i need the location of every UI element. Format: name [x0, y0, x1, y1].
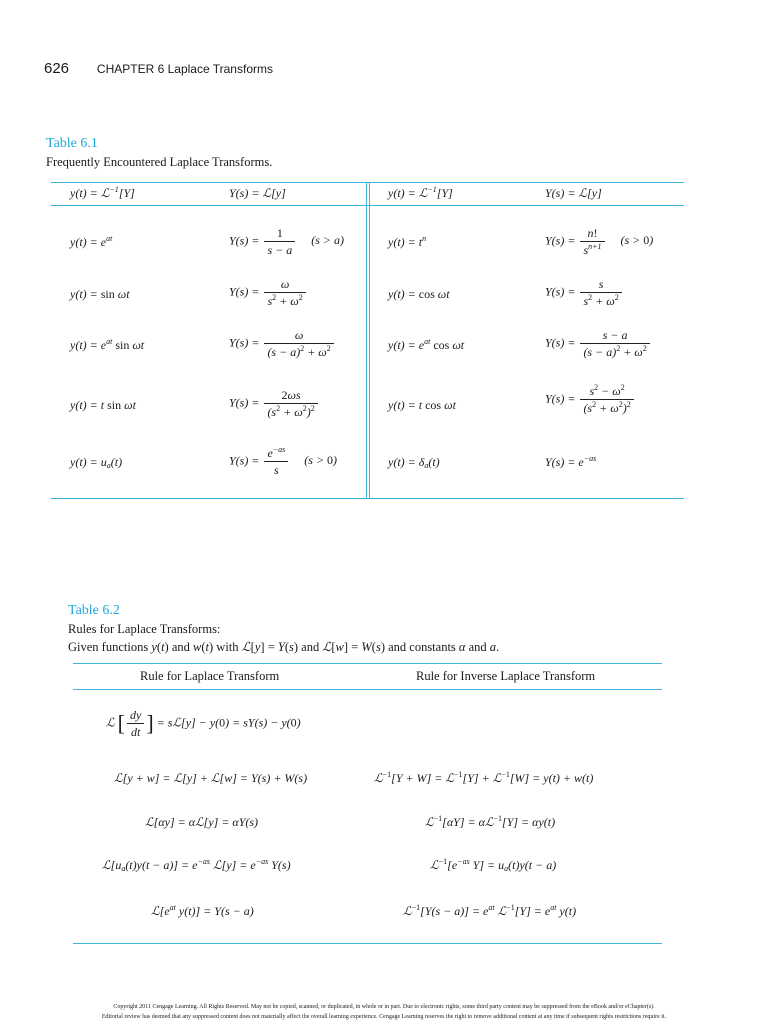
- table1-header-rule: [51, 205, 684, 206]
- t1-r3-Y-left: Y(s) = $\frac{\omega}{(s - a)^2 + \omega^2}$: [229, 328, 336, 359]
- table1-top-rule: [51, 182, 684, 183]
- table2-title: Table 6.2: [68, 603, 120, 618]
- t2-r5-right: ℒ$^{-1}$[Y(s − $a)] = e^{at}$ ℒ$^{-1}$[Y] = $e^{at}$ y(t): [403, 903, 577, 918]
- table1-header-y-left: y(t) = ℒ$^{-1}$[Y]: [70, 185, 135, 200]
- t1-r1-y-left: $y(t) = e^{at}$: [70, 234, 113, 249]
- t1-r5-y-right: $y(t) = \delta_a(t)$: [388, 455, 440, 470]
- t2-r4-left: $ℒ[u_a(t)y(t - a)] = e^{-as}$ ℒ[y] = $e^{-as}$ Y(s): [102, 857, 291, 873]
- t1-r4-Y-left: Y(s) = $\frac{2\omega s}{(s^2 + \omega^2)^2}$: [229, 388, 320, 419]
- table2-header-right: Rule for Inverse Laplace Transform: [416, 669, 596, 683]
- table1-column-divider-inner: [369, 182, 370, 498]
- t2-r2-right: ℒ$^{-1}$[Y + W] = ℒ$^{-1}$[Y] + ℒ$^{-1}$[W] = y(t) + w(t): [374, 770, 594, 785]
- table2-header-left: Rule for Laplace Transform: [140, 669, 280, 683]
- t1-r4-y-left: y(t) = t sin ωt: [70, 398, 136, 412]
- t1-r5-Y-left: Y(s) = $\frac{e^{-as}}{s}$ (s > 0): [229, 445, 338, 477]
- t1-r5-Y-right: $Y(s) = e^{-as}$: [545, 454, 597, 469]
- chapter-title: CHAPTER 6 Laplace Transforms: [96, 62, 273, 76]
- t1-r2-Y-right: Y(s) = $\frac{s}{s^2 + \omega^2}$: [545, 277, 624, 308]
- table1-title: Table 6.1: [46, 136, 98, 151]
- table1-header-Y-left: Y(s) = ℒ[y]: [229, 186, 286, 200]
- t1-r2-Y-left: Y(s) = $\frac{\omega}{s^2 + \omega^2}$: [229, 277, 308, 308]
- t1-r3-y-left: $y(t) = e^{at}$ sin ωt: [70, 337, 145, 352]
- table1-caption: Frequently Encountered Laplace Transforms.: [46, 155, 273, 169]
- t1-r3-y-right: $y(t) = e^{at}$ cos ωt: [388, 337, 465, 352]
- table1-header-y-right: y(t) = ℒ$^{-1}$[Y]: [388, 185, 453, 200]
- t1-r5-y-left: $y(t) = u_a(t)$: [70, 455, 123, 470]
- t1-r2-y-right: y(t) = cos ωt: [388, 287, 450, 301]
- t1-r1-Y-right: Y(s) = $\frac{n!}{s^{n+1}}$ (s > 0): [545, 226, 654, 257]
- page-header: [44, 60, 273, 77]
- footer-line-2: Editorial review has deemed that any suppressed content does not materially affect the overall learning experience. Cengage Learning reserves the right to remove additional content at any time if subsequent rights restrictions require it.: [101, 1014, 667, 1020]
- t1-r1-y-right: $y(t) = t^n$: [388, 234, 427, 249]
- t1-r1-Y-left: Y(s) = $\frac{1}{s - a}$ (s > a): [229, 226, 344, 257]
- t1-r4-Y-right: Y(s) = $\frac{s^2 - \omega^2}{(s^2 + \omega^2)^2}$: [545, 384, 636, 415]
- t2-r2-left: ℒ[y + w] = ℒ[y] + ℒ[w] = Y(s) + W(s): [114, 771, 308, 785]
- table2-bottom-rule: [73, 943, 662, 944]
- t2-r3-right: ℒ$^{-1}$[αY] = αℒ$^{-1}$[Y] = αy(t): [425, 814, 556, 829]
- table2-header-rule: [73, 689, 662, 690]
- t2-r3-left: ℒ[αy] = αℒ[y] = αY(s): [145, 815, 259, 829]
- page-number: 626: [44, 60, 70, 77]
- table1-bottom-rule: [51, 498, 684, 499]
- copyright-footer: [34, 1002, 734, 1022]
- table2-caption-line2: Given functions y(t) and w(t) with ℒ[y] = Y(s) and ℒ[w] = W(s) and constants α and a.: [68, 640, 500, 654]
- t2-r5-left: $ℒ[e^{at}$ y(t)] = Y(s − a): [151, 903, 254, 918]
- t1-r4-y-right: y(t) = t cos ωt: [388, 398, 456, 412]
- table1-column-divider: [366, 182, 367, 498]
- table2-caption-line1: Rules for Laplace Transforms:: [68, 622, 221, 636]
- table1-header-Y-right: Y(s) = ℒ[y]: [545, 186, 602, 200]
- t1-r2-y-left: y(t) = sin ωt: [70, 287, 130, 301]
- t1-r3-Y-right: Y(s) = $\frac{s - a}{(s - a)^2 + \omega^2}$: [545, 328, 652, 359]
- table2-top-rule: [73, 663, 662, 664]
- t2-r1-left: ℒ [ $\frac{dy}{dt}$ ] = sℒ[y] − y(0) = sY(s) − y(0): [106, 708, 301, 739]
- t2-r4-right: $ℒ^{-1}[e^{-as}$ $Y] = u_a(t)y(t - a)$: [430, 857, 557, 873]
- footer-line-1: Copyright 2011 Cengage Learning. All Rights Reserved. May not be copied, scanned, or duplicated, in whole or in part. Due to electronic rights, some third party content may be suppressed from the eBook and/or eChapter(s).: [113, 1004, 655, 1010]
